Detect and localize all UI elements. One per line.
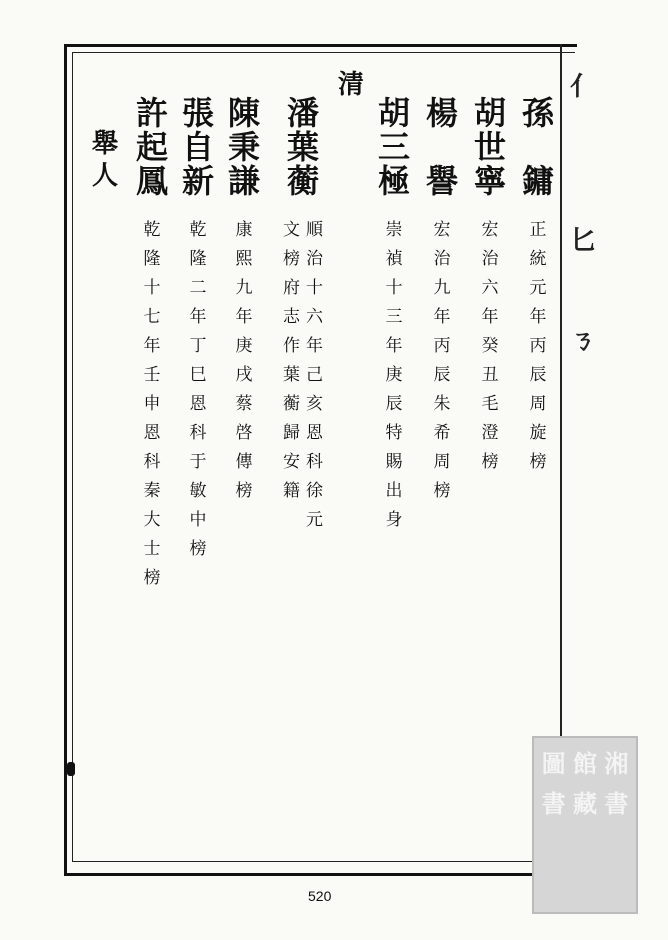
entry-column-4	[378, 96, 410, 535]
seal-char: 圖	[541, 749, 566, 778]
entry-note: 宏 治 六 年 癸 丑 毛 澄 榜	[481, 220, 499, 472]
entry-column-7	[182, 96, 214, 564]
seal-char: 藏	[572, 789, 597, 818]
entry-note-line-2: 文 榜 府 志 作 葉 蘅 歸 安 籍	[283, 220, 300, 501]
entry-name: 潘 葉 蘅	[286, 94, 319, 200]
seal-col-2	[573, 744, 597, 906]
entry-note-line-1: 順 治 十 六 年 己 亥 恩 科 徐 元	[306, 220, 323, 530]
entry-name: 陳 秉 謙	[228, 94, 261, 200]
entry-name: 張 自 新	[182, 94, 215, 200]
entry-column-6	[228, 96, 260, 506]
seal-col-1	[604, 744, 628, 906]
strip-char-1: 亻	[570, 72, 597, 102]
page-number: 520	[308, 888, 332, 904]
library-seal	[532, 736, 638, 914]
entry-name: 孫 鏞	[522, 94, 555, 200]
strip-char-3: ㄋ	[570, 326, 597, 356]
entry-column-1	[522, 96, 554, 477]
entry-name: 胡 世 寧	[474, 94, 507, 200]
entry-column-3	[426, 96, 458, 506]
seal-char: 書	[541, 789, 566, 818]
entry-name: 胡 三 極	[378, 94, 411, 200]
section-title	[92, 128, 118, 192]
entry-column-8	[136, 96, 168, 593]
seal-char: 館	[572, 749, 597, 778]
entry-name: 許 起 鳳	[136, 94, 169, 200]
entry-note: 康 熙 九 年 庚 戌 蔡 啓 傳 榜	[235, 220, 253, 501]
ink-mark	[67, 762, 75, 776]
entry-name: 楊 譽	[426, 94, 459, 200]
entry-note: 崇 禎 十 三 年 庚 辰 特 賜 出 身	[385, 220, 403, 530]
entry-note: 宏 治 九 年 丙 辰 朱 希 周 榜	[433, 220, 451, 501]
seal-char: 湘	[604, 749, 629, 778]
entry-note: 乾 隆 二 年 丁 巳 恩 科 于 敏 中 榜	[189, 220, 207, 559]
entry-note: 正 統 元 年 丙 辰 周 旋 榜	[529, 220, 547, 472]
dynasty-heading: 清	[338, 70, 365, 100]
strip-char-2: 匕	[570, 226, 597, 256]
entry-note: 乾 隆 十 七 年 壬 申 恩 科 秦 大 士 榜	[143, 220, 161, 588]
entry-note-two-line	[283, 216, 323, 535]
entry-column-5	[283, 96, 323, 535]
seal-char: 書	[604, 789, 629, 818]
section-title-text: 舉 人	[92, 129, 119, 191]
entry-column-2	[474, 96, 506, 477]
seal-col-3	[542, 744, 566, 906]
